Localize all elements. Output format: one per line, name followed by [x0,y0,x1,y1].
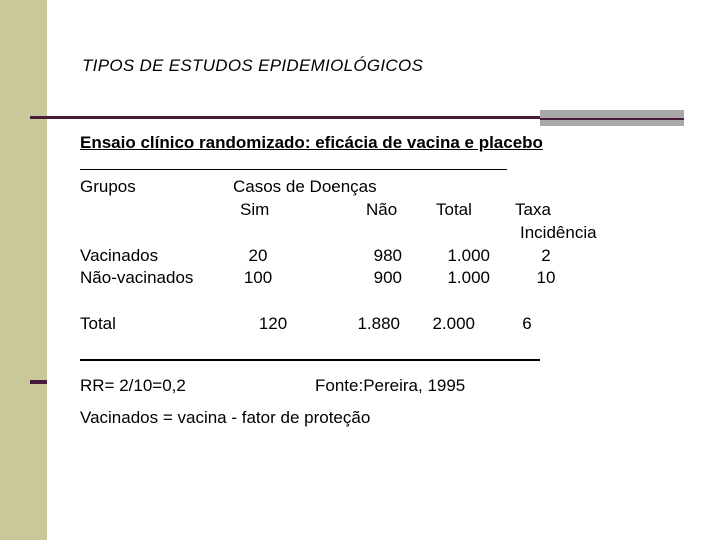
footnote: Vacinados = vacina - fator de proteção [80,408,371,427]
header-incidencia: Incidência [520,223,597,242]
header-sim: Sim [240,200,270,219]
decorative-grey-line [540,118,684,120]
row-vacinados-total: 1.000 [447,246,490,265]
header-grupos: Grupos [80,177,136,196]
row-vacinados-sim: 20 [248,246,268,265]
totals-total: 2.000 [432,314,475,333]
row-nao-vacinados-nao: 900 [373,268,402,287]
row-nao-vacinados-total: 1.000 [447,268,490,287]
totals-label: Total [80,314,116,333]
row-vacinados-group: Vacinados [80,246,159,265]
totals-sim: 120 [258,314,288,333]
header-taxa: Taxa [515,200,551,219]
decorative-accent-line [30,380,47,384]
source-citation: Fonte:Pereira, 1995 [315,376,466,395]
header-total: Total [436,200,472,219]
header-casos: Casos de Doenças [233,177,377,196]
row-nao-vacinados-taxa: 10 [536,268,556,287]
table-bottom-rule [80,359,540,361]
row-vacinados-nao: 980 [373,246,402,265]
row-nao-vacinados-sim: 100 [243,268,273,287]
totals-taxa: 6 [522,314,532,333]
page-subtitle: Ensaio clínico randomizado: eficácia de vacina e placebo [80,133,543,152]
table-top-rule [80,169,507,170]
title-divider [30,116,540,119]
header-nao: Não [366,200,398,219]
relative-risk: RR= 2/10=0,2 [80,376,186,395]
left-decorative-bar [0,0,47,540]
page-title: TIPOS DE ESTUDOS EPIDEMIOLÓGICOS [82,56,424,75]
row-vacinados-taxa: 2 [541,246,551,265]
totals-nao: 1.880 [357,314,400,333]
row-nao-vacinados-group: Não-vacinados [80,268,194,287]
